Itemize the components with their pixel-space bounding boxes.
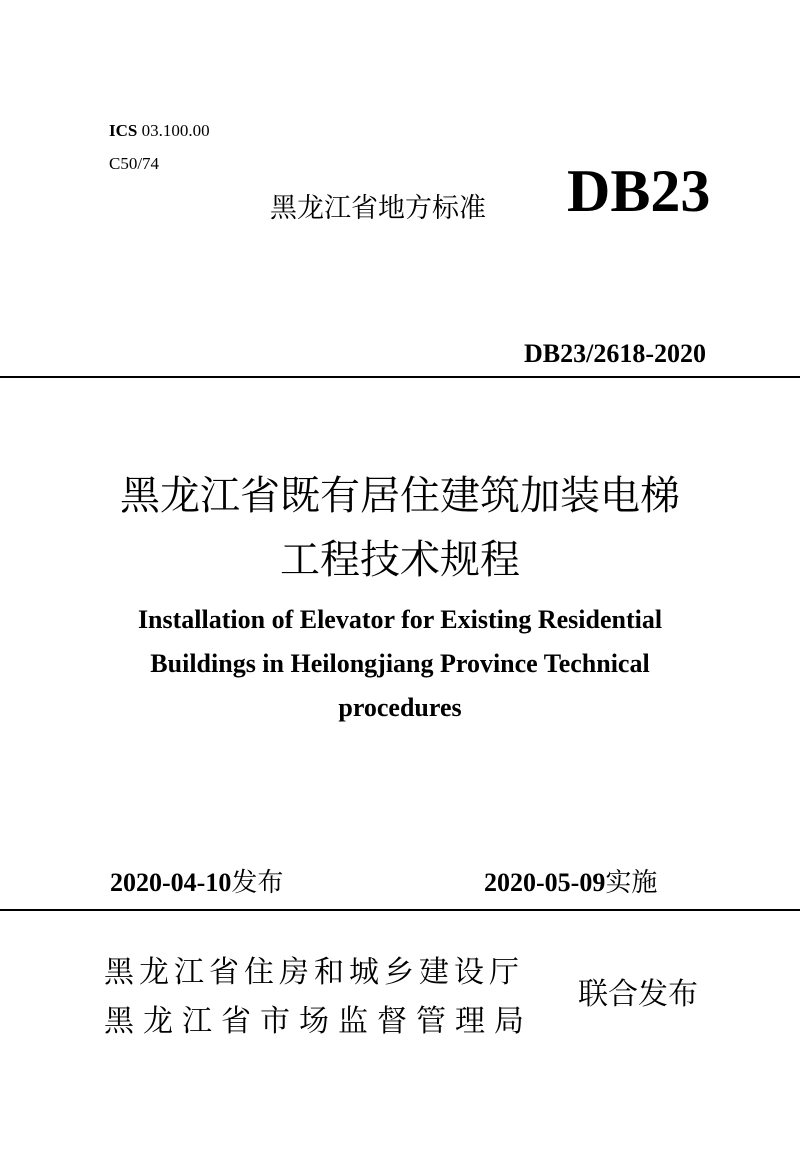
issuer-market-regulation-bureau: 黑龙江省市场监督管理局 (104, 1004, 533, 1039)
ics-classification (109, 121, 210, 141)
effective-date-block (484, 866, 657, 900)
top-divider (0, 376, 800, 378)
release-label: 发布 (231, 868, 284, 898)
ics-label: ICS (109, 121, 138, 140)
title-english: Installation of Elevator for Existing Residential Buildings in Heilongjiang Province Technical procedures (137, 605, 663, 722)
standard-number: DB23/2618-2020 (524, 339, 706, 368)
ccs-code: C50/74 (109, 154, 160, 173)
effective-label: 实施 (605, 868, 658, 898)
release-date: 2020-04-10 (110, 868, 232, 897)
release-date-block (110, 866, 283, 900)
standard-code-logo: DB23 (567, 158, 711, 224)
ics-code: 03.100.00 (141, 121, 210, 140)
bottom-divider (0, 909, 800, 911)
joint-release-label: 联合发布 (578, 977, 698, 1012)
effective-date: 2020-05-09 (484, 868, 606, 897)
title-chinese-line-1: 黑龙江省既有居住建筑加装电梯 (120, 473, 680, 519)
title-chinese-line-2: 工程技术规程 (280, 537, 520, 583)
issuer-housing-department: 黑龙江省住房和城乡建设厅 (104, 955, 524, 990)
standard-type-label: 黑龙江省地方标准 (270, 193, 486, 224)
